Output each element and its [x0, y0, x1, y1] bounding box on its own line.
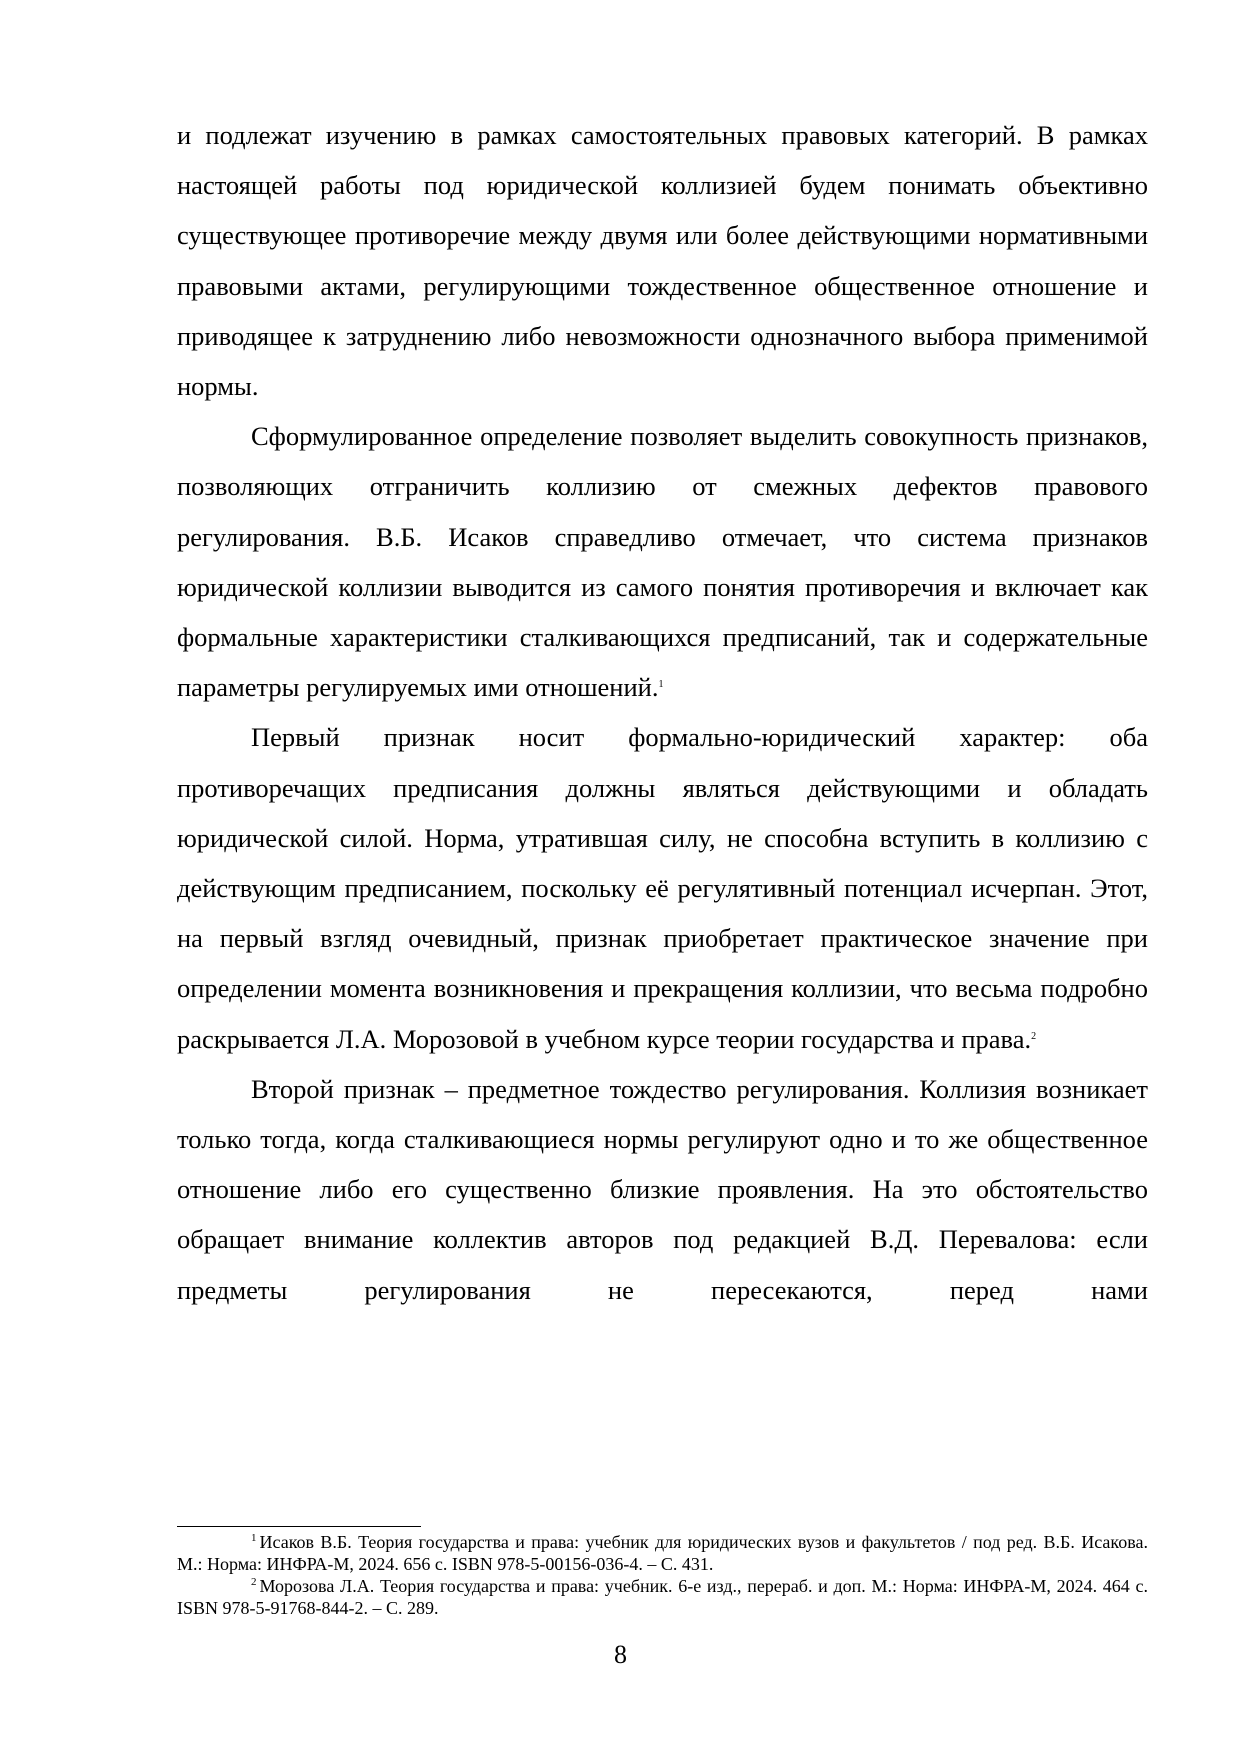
footnote-reference-2[interactable]: 2: [1031, 1030, 1037, 1042]
body-text: [177, 110, 1148, 1315]
footnote-text: Исаков В.Б. Теория государства и права: учебник для юридических вузов и факультетов / под ред. В.Б. Исакова. М.: Норма: ИНФРА-М, 2024. 656 с. ISBN 978-5-00156-036-4. – С. 431.: [177, 1532, 1148, 1574]
footnote-reference-1[interactable]: 1: [658, 679, 664, 691]
footnote-mark: 1: [251, 1532, 257, 1544]
paragraph-continuation: [177, 110, 1148, 411]
paragraph-first-feature: [177, 712, 1148, 1063]
paragraph-text: Первый признак носит формально-юридический характер: оба противоречащих предписания должны являться действующими и обладать юридической силой. Норма, утратившая силу, не способна вступить в коллизию с действующим предписанием, поскольку её регулятивный потенциал исчерпан. Этот, на первый взгляд очевидный, признак приобретает практическое значение при определении момента возникновения и прекращения коллизии, что весьма подробно раскрывается Л.А. Морозовой в учебном курсе теории государства и права.: [177, 722, 1148, 1054]
footnote-text: Морозова Л.А. Теория государства и права: учебник. 6-е изд., перераб. и доп. М.: Норма: ИНФРА-М, 2024. 464 с. ISBN 978-5-91768-844-2. – С. 289.: [177, 1576, 1148, 1618]
paragraph-text: Сформулированное определение позволяет выделить совокупность признаков, позволяющих отграничить коллизию от смежных дефектов правового регулирования. В.Б. Исаков справедливо отмечает, что система признаков юридической коллизии выводится из самого понятия противоречия и включает как формальные характеристики сталкивающихся предписаний, так и содержательные параметры регулируемых ими отношений.: [177, 421, 1148, 703]
footnote-mark: 2: [251, 1576, 257, 1588]
paragraph-definition-features: [177, 411, 1148, 712]
paragraph-text: Второй признак – предметное тождество регулирования. Коллизия возникает только тогда, когда сталкивающиеся нормы регулируют одно и то же общественное отношение либо его существенно близкие проявления. На это обстоятельство обращает внимание коллектив авторов под редакцией В.Д. Перевалова: если предметы регулирования не пересекаются, перед нами: [177, 1073, 1148, 1305]
paragraph-text: и подлежат изучению в рамках самостоятельных правовых категорий. В рамках настоящей работы под юридической коллизией будем понимать объективно существующее противоречие между двумя или более действующими нормативными правовыми актами, регулирующими тождественное общественное отношение и приводящее к затруднению либо невозможности однозначного выбора применимой нормы.: [177, 120, 1148, 402]
page-number: 8: [614, 1640, 627, 1669]
footnote-2: [177, 1575, 1148, 1619]
footnote-1: [177, 1531, 1148, 1575]
footnotes: [177, 1531, 1148, 1619]
footnote-separator: [177, 1526, 421, 1527]
paragraph-second-feature: [177, 1064, 1148, 1315]
